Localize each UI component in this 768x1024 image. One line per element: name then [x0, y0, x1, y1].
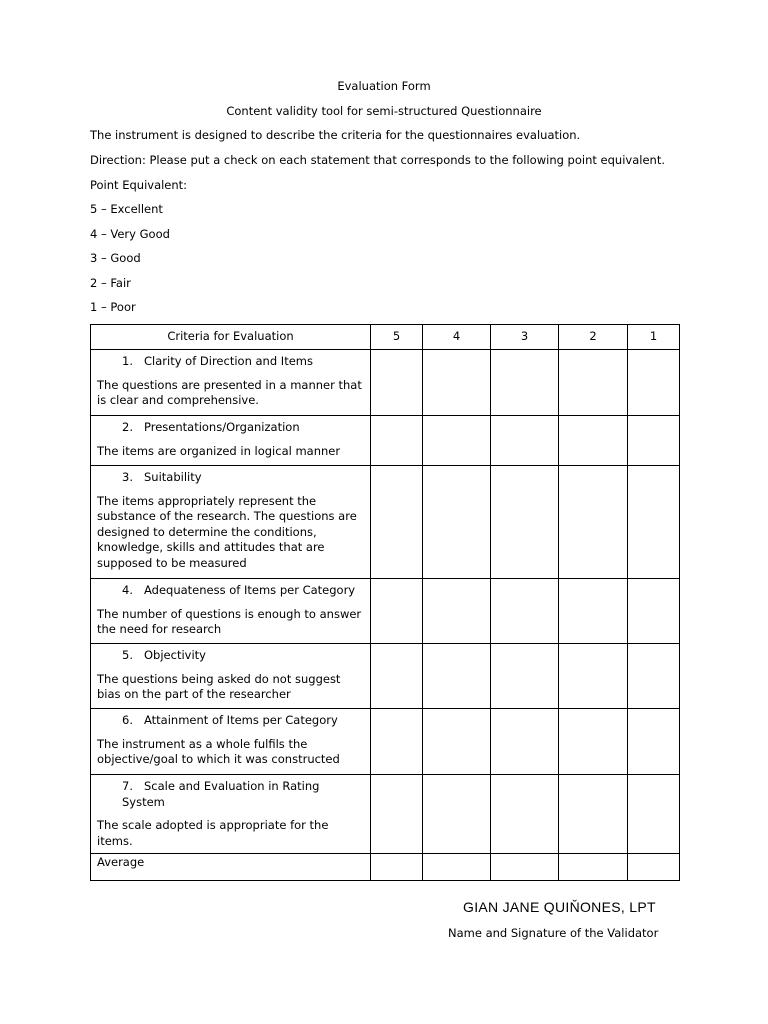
rating-cell-5[interactable]	[371, 416, 423, 466]
criteria-title: Presentations/Organization	[144, 420, 300, 434]
rating-cell-4[interactable]	[423, 350, 491, 416]
criteria-title: Objectivity	[144, 648, 206, 662]
criteria-title-line	[122, 470, 364, 486]
criteria-title: Clarity of Direction and Items	[144, 354, 313, 368]
criteria-cell	[91, 350, 371, 416]
table-header-row	[91, 325, 680, 350]
criteria-number: 3.	[122, 470, 133, 484]
average-row	[91, 854, 680, 881]
criteria-description: The items are organized in logical manner	[97, 443, 341, 458]
point-equivalent-label: Point Equivalent:	[90, 178, 188, 192]
criteria-title: Suitability	[144, 470, 202, 484]
rating-cell-5[interactable]	[371, 579, 423, 644]
rating-cell-1[interactable]	[628, 644, 680, 709]
criteria-row	[91, 416, 680, 466]
rating-cell-3[interactable]	[491, 644, 559, 709]
criteria-row	[91, 350, 680, 416]
rating-cell-2[interactable]	[559, 466, 628, 579]
scale-item: 2 – Fair	[90, 276, 131, 290]
rating-header-2: 2	[559, 325, 628, 350]
scale-item: 4 – Very Good	[90, 227, 170, 241]
rating-header-4: 4	[423, 325, 491, 350]
criteria-row	[91, 579, 680, 644]
form-title: Evaluation Form	[337, 79, 431, 93]
rating-cell-4[interactable]	[423, 775, 491, 854]
validator-label: Name and Signature of the Validator	[448, 926, 659, 940]
rating-cell-3[interactable]	[491, 775, 559, 854]
rating-header-5: 5	[371, 325, 423, 350]
criteria-row	[91, 644, 680, 709]
criteria-number: 1.	[122, 354, 133, 368]
rating-cell-2[interactable]	[559, 644, 628, 709]
criteria-cell	[91, 466, 371, 579]
criteria-row	[91, 466, 680, 579]
criteria-description: The number of questions is enough to answer the need for research	[97, 606, 362, 636]
rating-cell-4[interactable]	[423, 579, 491, 644]
criteria-title: Adequateness of Items per Category	[144, 583, 356, 597]
rating-cell-1[interactable]	[628, 416, 680, 466]
average-cell-2[interactable]	[559, 854, 628, 881]
average-cell-3[interactable]	[491, 854, 559, 881]
rating-cell-1[interactable]	[628, 579, 680, 644]
rating-cell-5[interactable]	[371, 350, 423, 416]
rating-cell-3[interactable]	[491, 350, 559, 416]
form-subtitle: Content validity tool for semi-structured Questionnaire	[226, 104, 542, 118]
rating-cell-2[interactable]	[559, 709, 628, 775]
rating-cell-5[interactable]	[371, 775, 423, 854]
criteria-number: 4.	[122, 583, 133, 597]
rating-cell-3[interactable]	[491, 416, 559, 466]
criteria-description: The instrument as a whole fulfils the objective/goal to which it was constructed	[97, 736, 340, 766]
rating-cell-1[interactable]	[628, 350, 680, 416]
criteria-row	[91, 775, 680, 854]
rating-cell-3[interactable]	[491, 579, 559, 644]
average-cell-4[interactable]	[423, 854, 491, 881]
rating-cell-2[interactable]	[559, 416, 628, 466]
rating-cell-2[interactable]	[559, 350, 628, 416]
rating-header-3: 3	[491, 325, 559, 350]
rating-cell-4[interactable]	[423, 466, 491, 579]
criteria-cell	[91, 709, 371, 775]
criteria-description: The questions are presented in a manner that is clear and comprehensive.	[97, 377, 362, 407]
rating-header-1: 1	[628, 325, 680, 350]
criteria-cell	[91, 775, 371, 854]
scale-item: 3 – Good	[90, 251, 141, 265]
rating-cell-4[interactable]	[423, 416, 491, 466]
validator-name: GIAN JANE QUIŇONES, LPT	[463, 899, 656, 915]
rating-cell-5[interactable]	[371, 466, 423, 579]
criteria-description: The questions being asked do not suggest bias on the part of the researcher	[97, 671, 341, 701]
rating-cell-5[interactable]	[371, 644, 423, 709]
rating-cell-3[interactable]	[491, 466, 559, 579]
scale-item: 1 – Poor	[90, 300, 136, 314]
rating-cell-1[interactable]	[628, 775, 680, 854]
criteria-header: Criteria for Evaluation	[91, 325, 371, 350]
rating-cell-2[interactable]	[559, 775, 628, 854]
rating-cell-4[interactable]	[423, 644, 491, 709]
rating-cell-2[interactable]	[559, 579, 628, 644]
direction-text: Direction: Please put a check on each statement that corresponds to the following point equivalent.	[90, 153, 665, 167]
criteria-number: 7.	[122, 779, 133, 793]
criteria-title: Attainment of Items per Category	[144, 713, 338, 727]
criteria-title-line	[122, 779, 364, 810]
rating-cell-5[interactable]	[371, 709, 423, 775]
criteria-row	[91, 709, 680, 775]
criteria-title-line	[122, 420, 364, 436]
criteria-cell	[91, 416, 371, 466]
average-cell-1[interactable]	[628, 854, 680, 881]
rating-cell-1[interactable]	[628, 709, 680, 775]
criteria-number: 5.	[122, 648, 133, 662]
rating-cell-1[interactable]	[628, 466, 680, 579]
rating-cell-4[interactable]	[423, 709, 491, 775]
rating-cell-3[interactable]	[491, 709, 559, 775]
evaluation-table	[90, 324, 680, 881]
criteria-title-line	[122, 713, 364, 729]
criteria-cell	[91, 579, 371, 644]
criteria-title-line	[122, 648, 364, 664]
scale-item: 5 – Excellent	[90, 202, 163, 216]
intro-text: The instrument is designed to describe the criteria for the questionnaires evaluation.	[90, 128, 581, 142]
criteria-description: The scale adopted is appropriate for the items.	[97, 818, 329, 848]
criteria-number: 6.	[122, 713, 133, 727]
average-cell-5[interactable]	[371, 854, 423, 881]
criteria-cell	[91, 644, 371, 709]
average-label: Average	[91, 854, 371, 881]
criteria-title-line	[122, 583, 364, 599]
criteria-title-line	[122, 354, 364, 370]
criteria-number: 2.	[122, 420, 133, 434]
criteria-title: Scale and Evaluation in Rating System	[122, 779, 320, 809]
criteria-description: The items appropriately represent the substance of the research. The questions are designed to determine the conditions, knowledge, skills and attitudes that are supposed to be measured	[97, 493, 357, 570]
